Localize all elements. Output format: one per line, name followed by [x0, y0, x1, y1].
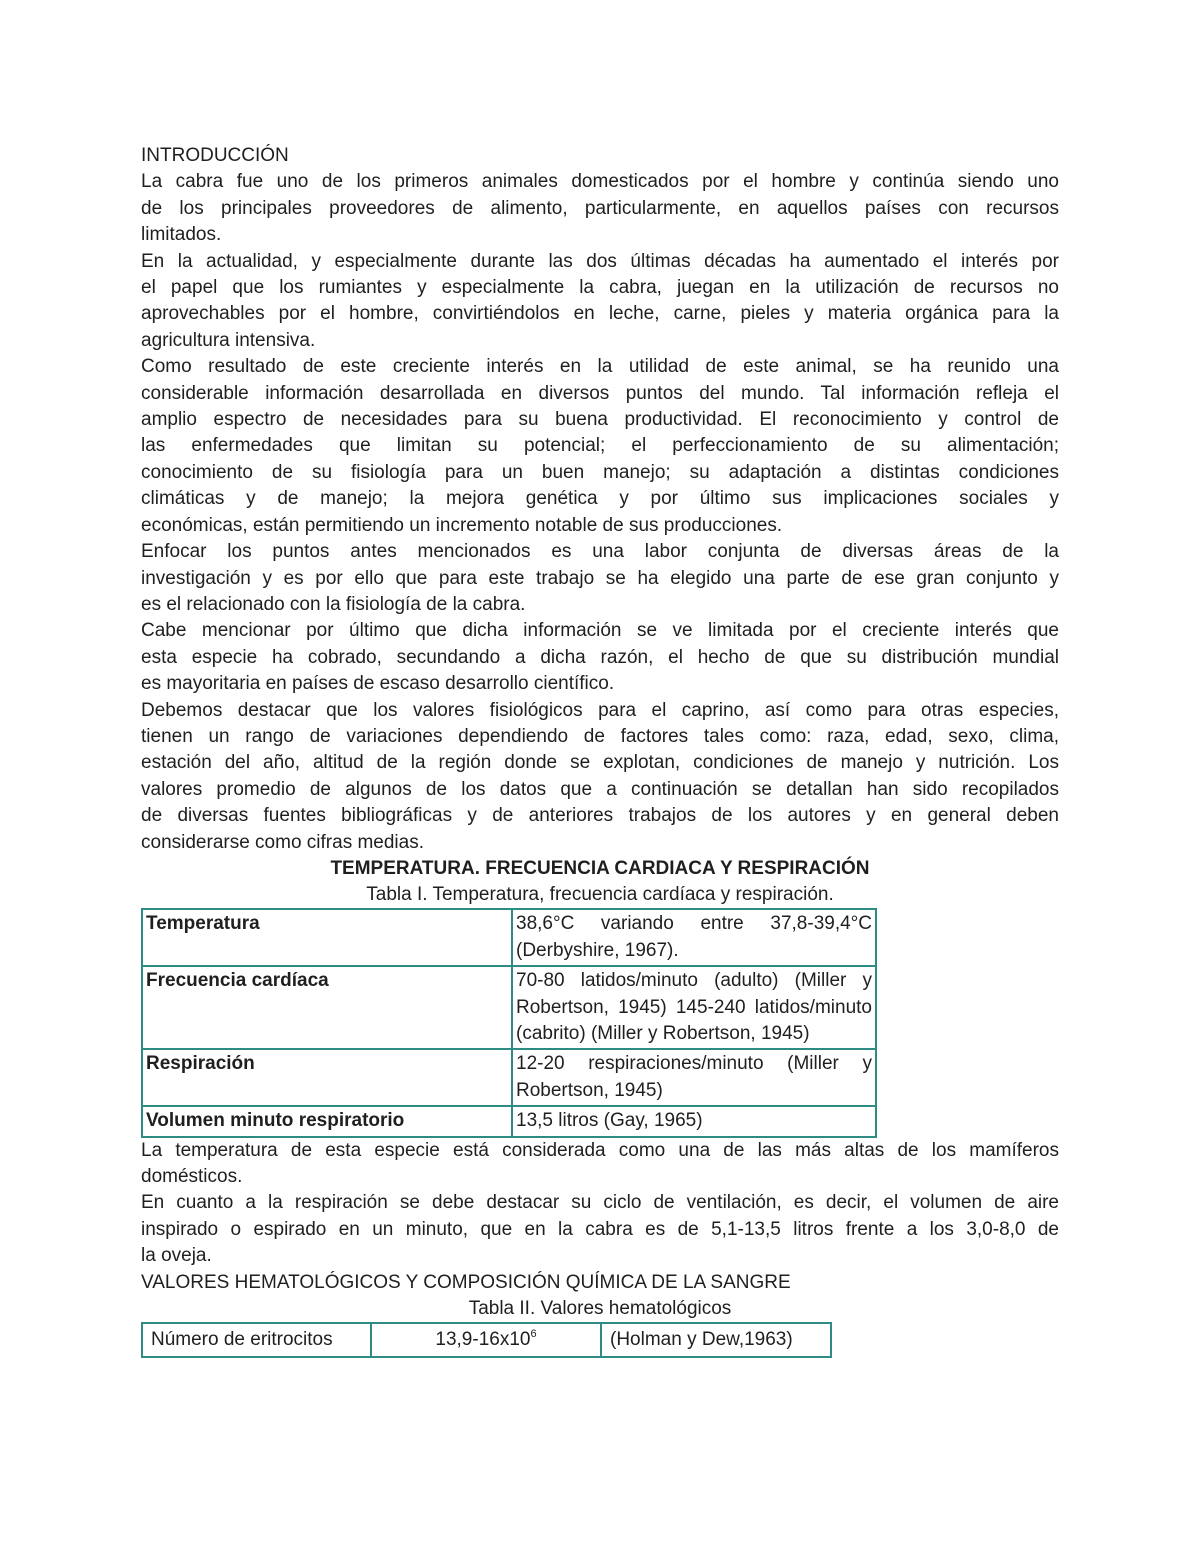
- table-2: [141, 1322, 832, 1358]
- table-2-caption: Tabla II. Valores hematológicos: [468, 1298, 732, 1320]
- text-line: amplio espectro de necesidades para su buena productividad. El reconocimiento y control de: [141, 409, 1059, 431]
- value-base: 13,9-16x10: [435, 1329, 531, 1351]
- paragraph-respiracion: [141, 1190, 1059, 1269]
- intro-paragraph-3: [141, 354, 1059, 539]
- text-line: estación del año, altitud de la región donde se explotan, condiciones de manejo y nutrición. Los: [141, 752, 1059, 774]
- intro-heading: INTRODUCCIÓN: [141, 145, 289, 166]
- intro-paragraph-4: [141, 539, 1059, 618]
- table-row: [142, 1323, 831, 1357]
- text-line: Cabe mencionar por último que dicha información se ve limitada por el creciente interés que: [141, 620, 1059, 642]
- table-cell-value: 38,6°C variando entre 37,8-39,4°C (Derbyshire, 1967).: [512, 909, 876, 966]
- text-line: valores promedio de algunos de los datos que a continuación se detallan han sido recopilados: [141, 778, 1059, 800]
- table-1-caption: Tabla I. Temperatura, frecuencia cardíaca y respiración.: [366, 884, 834, 906]
- table-cell-label: Volumen minuto respiratorio: [142, 1106, 512, 1136]
- text-line: considerable información desarrollada en diversos puntos del mundo. Tal información refleja el: [141, 382, 1059, 404]
- text-line: limitados.: [141, 224, 222, 246]
- text-line: es mayoritaria en países de escaso desarrollo científico.: [141, 673, 615, 695]
- intro-paragraph-5: [141, 618, 1059, 697]
- text-line: Debemos destacar que los valores fisiológicos para el caprino, así como para otras especies,: [141, 699, 1059, 721]
- intro-paragraph-2: [141, 249, 1059, 355]
- intro-paragraph-6: [141, 698, 1059, 856]
- table-cell-value: 70-80 latidos/minuto (adulto) (Miller y Robertson, 1945) 145-240 latidos/minuto (cabrito) (Miller y Robertson, 1945): [512, 966, 876, 1049]
- value-exponent: 6: [530, 1328, 537, 1341]
- document-page: [141, 143, 1059, 1358]
- text-line: conocimiento de su fisiología para un buen manejo; su adaptación a distintas condiciones: [141, 461, 1059, 483]
- table-cell-source: (Holman y Dew,1963): [601, 1323, 831, 1357]
- text-line: económicas, están permitiendo un incremento notable de sus producciones.: [141, 514, 783, 536]
- table-cell-label: Número de eritrocitos: [142, 1323, 371, 1357]
- section-title-hematologicos: VALORES HEMATOLÓGICOS Y COMPOSICIÓN QUÍMICA DE LA SANGRE: [141, 1271, 791, 1293]
- table-cell-value: [371, 1323, 601, 1357]
- text-line: domésticos.: [141, 1166, 243, 1188]
- text-line: La temperatura de esta especie está considerada como una de las más altas de los mamíferos: [141, 1139, 1059, 1161]
- text-line: Enfocar los puntos antes mencionados es una labor conjunta de diversas áreas de la: [141, 541, 1059, 563]
- text-line: investigación y es por ello que para este trabajo se ha elegido una parte de ese gran conjunto y: [141, 567, 1059, 589]
- text-line: esta especie ha cobrado, secundando a dicha razón, el hecho de que su distribución mundial: [141, 646, 1059, 668]
- text-line: inspirado o espirado en un minuto, que en la cabra es de 5,1-13,5 litros frente a los 3,0-8,0 de: [141, 1218, 1059, 1240]
- text-line: la oveja.: [141, 1245, 212, 1267]
- text-line: En la actualidad, y especialmente durante las dos últimas décadas ha aumentado el interés por: [141, 250, 1059, 272]
- table-1: [141, 908, 877, 1137]
- text-line: tienen un rango de variaciones dependiendo de factores tales como: raza, edad, sexo, clima,: [141, 725, 1059, 747]
- table-row: [142, 1049, 876, 1106]
- intro-paragraph-1: [141, 169, 1059, 248]
- table-cell-label: Respiración: [142, 1049, 512, 1106]
- text-line: el papel que los rumiantes y especialmente la cabra, juegan en la utilización de recursos no: [141, 277, 1059, 299]
- text-line: climáticas y de manejo; la mejora genética y por último sus implicaciones sociales y: [141, 488, 1059, 510]
- text-line: agricultura intensiva.: [141, 329, 316, 351]
- text-line: las enfermedades que limitan su potencial; el perfeccionamiento de su alimentación;: [141, 435, 1059, 457]
- text-line: de diversas fuentes bibliográficas y de anteriores trabajos de los autores y en general deben: [141, 805, 1059, 827]
- text-line: de los principales proveedores de alimento, particularmente, en aquellos países con recursos: [141, 197, 1059, 219]
- paragraph-temperatura: [141, 1138, 1059, 1191]
- section-title-temperatura: TEMPERATURA. FRECUENCIA CARDIACA Y RESPIRACIÓN: [330, 857, 870, 879]
- table-cell-value: 13,5 litros (Gay, 1965): [512, 1106, 876, 1136]
- text-line: En cuanto a la respiración se debe destacar su ciclo de ventilación, es decir, el volumen de aire: [141, 1192, 1059, 1214]
- table-row: [142, 966, 876, 1049]
- text-line: aprovechables por el hombre, convirtiéndolos en leche, carne, pieles y materia orgánica para la: [141, 303, 1059, 325]
- table-cell-value: 12-20 respiraciones/minuto (Miller y Robertson, 1945): [512, 1049, 876, 1106]
- text-line: es el relacionado con la fisiología de la cabra.: [141, 593, 526, 615]
- text-line: considerarse como cifras medias.: [141, 831, 424, 853]
- text-line: La cabra fue uno de los primeros animales domesticados por el hombre y continúa siendo uno: [141, 171, 1059, 193]
- table-row: [142, 1106, 876, 1136]
- table-cell-label: Temperatura: [142, 909, 512, 966]
- text-line: Como resultado de este creciente interés en la utilidad de este animal, se ha reunido una: [141, 356, 1059, 378]
- table-row: [142, 909, 876, 966]
- table-cell-label: Frecuencia cardíaca: [142, 966, 512, 1049]
